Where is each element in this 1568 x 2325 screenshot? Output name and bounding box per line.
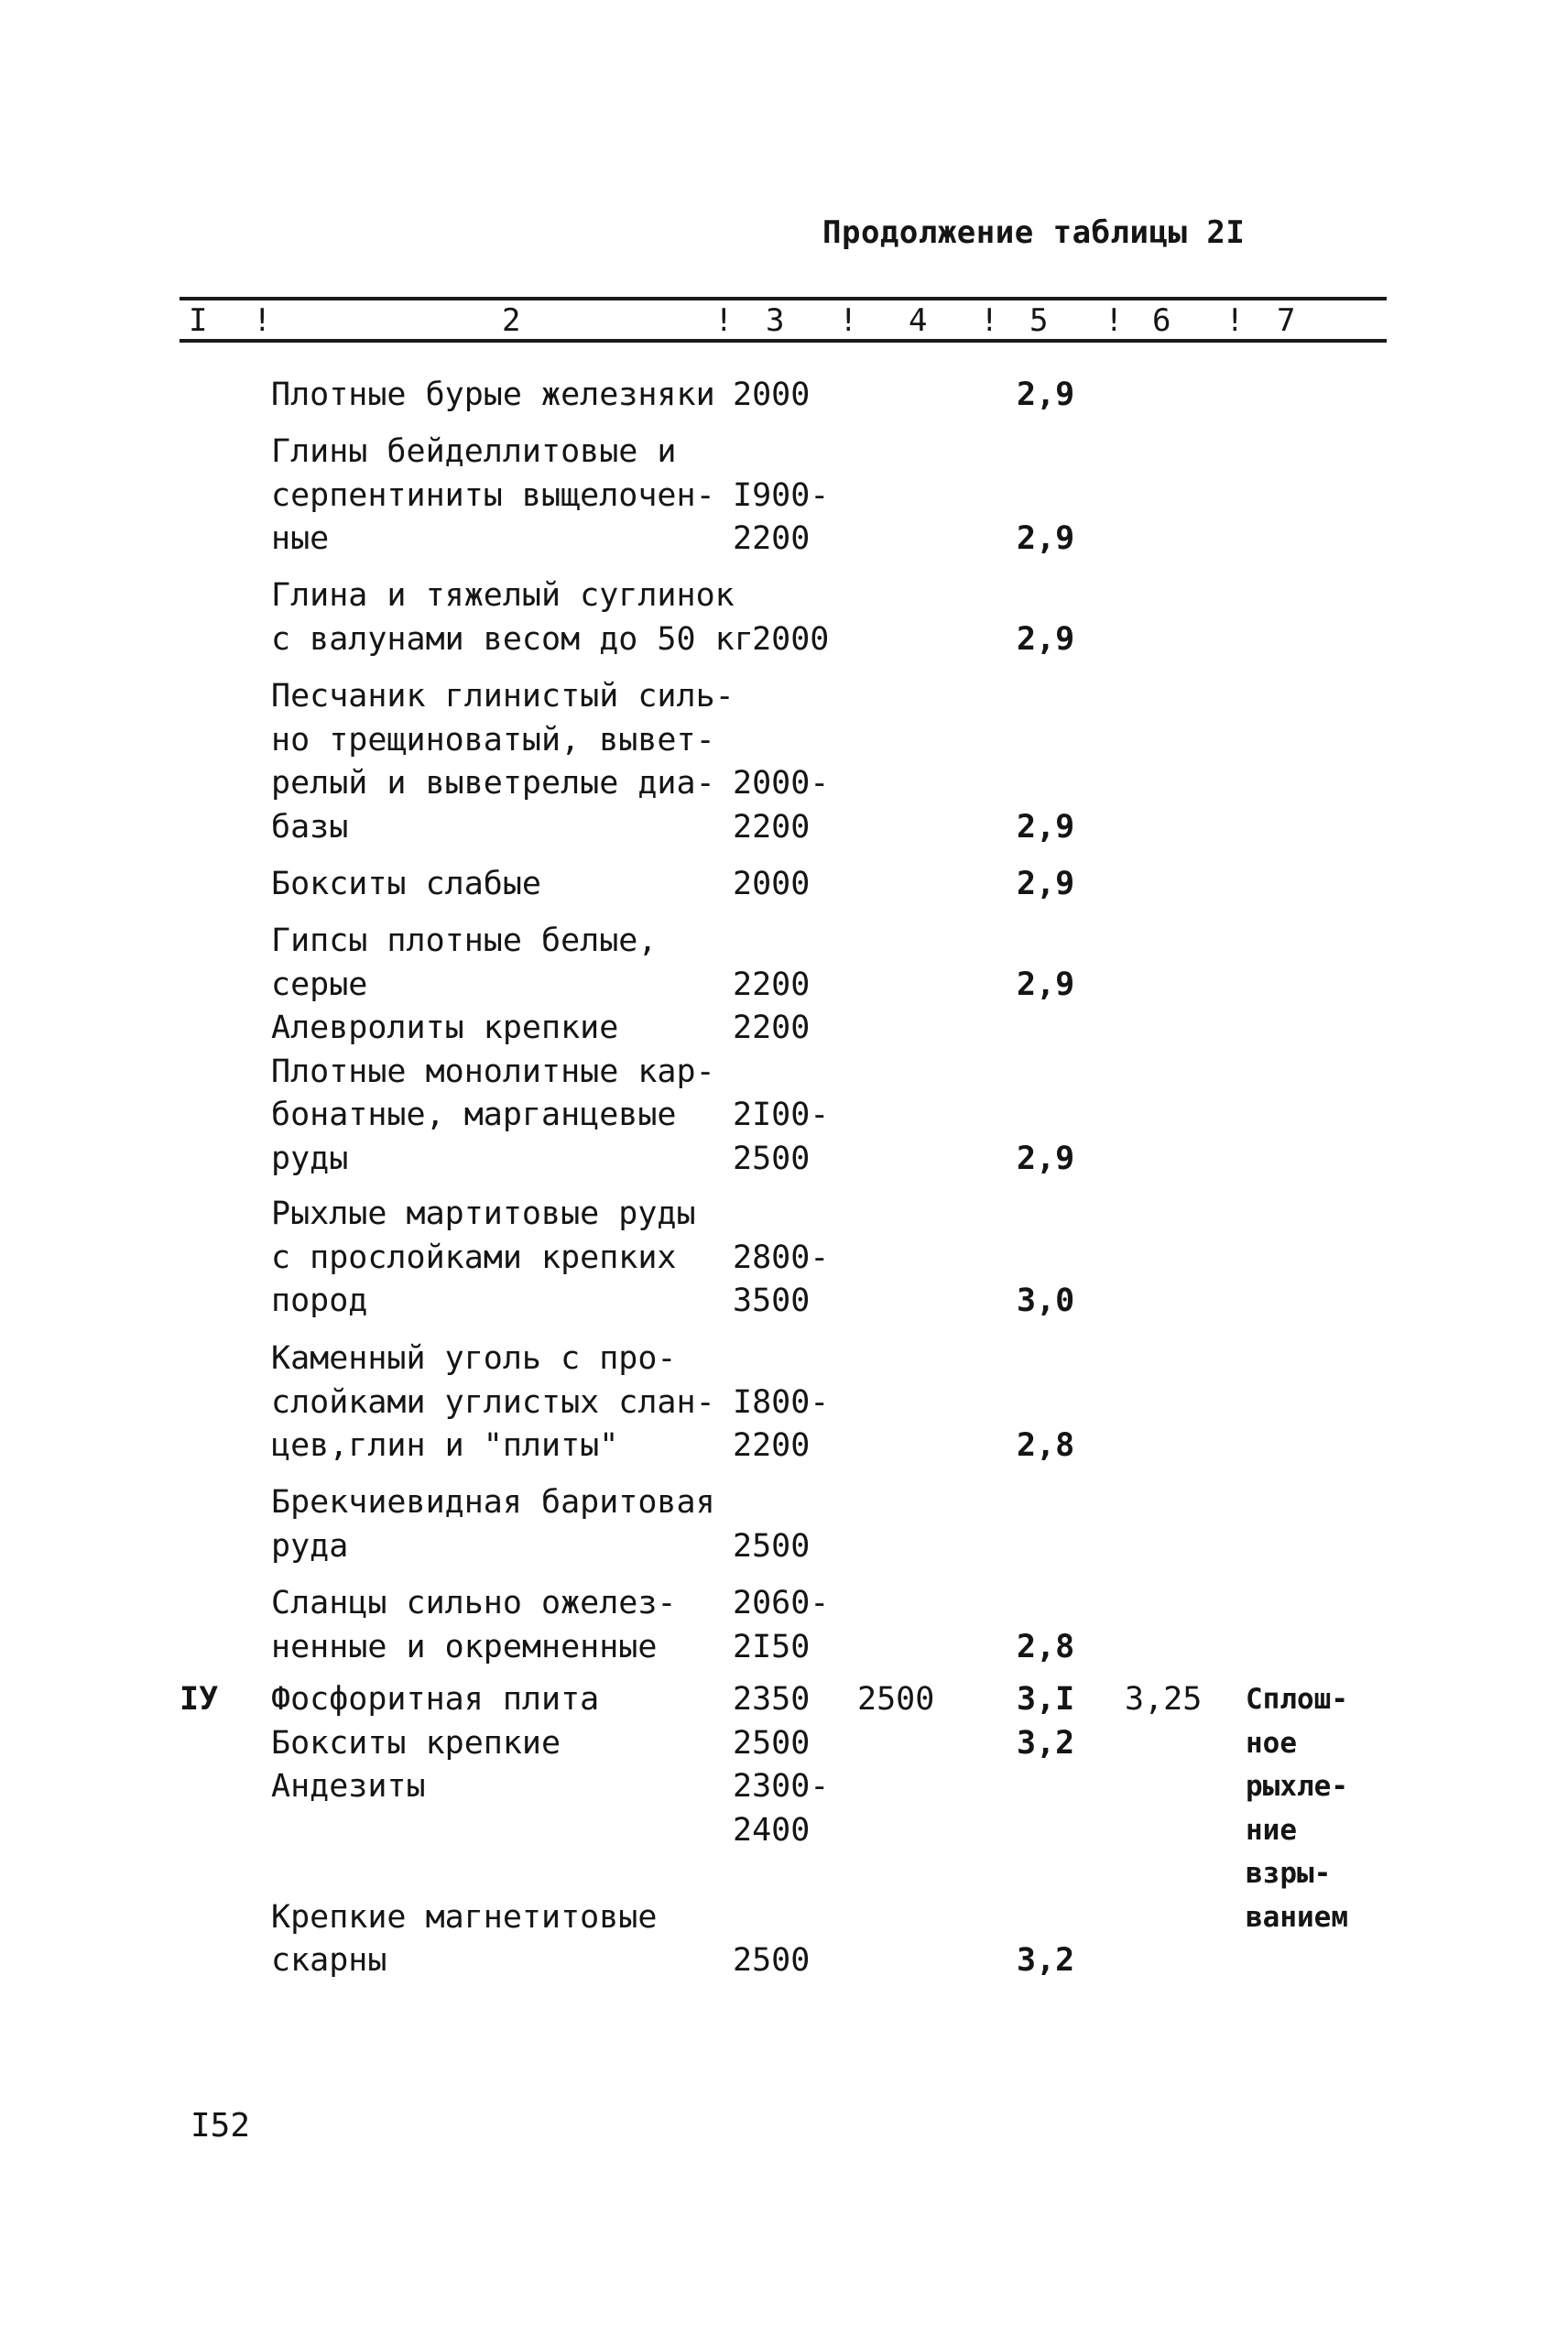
density-value: 2350 2500 2300- 2400 2500 (733, 1681, 830, 1979)
header-col-2: 2 (502, 302, 521, 339)
header-separator: ! (714, 302, 734, 339)
rock-name: Фосфоритная плита Бокситы крепкие Андезиты Крепкие магнетитовые скарны (271, 1681, 658, 1979)
rock-name: Плотные бурые железняки (271, 377, 715, 413)
density-average: 2500 (857, 1681, 935, 1718)
header-separator: ! (839, 302, 858, 339)
coefficient-value: 3,I 3,2 3,2 (1017, 1681, 1075, 1979)
rock-name: Гипсы плотные белые, серые Алевролиты крепкие Плотные монолитные кар- бонатные, марганцевые руды (271, 922, 715, 1177)
rock-name: Глина и тяжелый суглинок с валунами весом до 50 кг (271, 577, 754, 658)
density-value: 2000 (733, 377, 811, 413)
category-label: IУ (180, 1681, 219, 1718)
coefficient-value: 2,8 (1017, 1427, 1075, 1464)
density-value: 2000- 2200 (733, 765, 830, 846)
table-header-rule (180, 339, 1387, 343)
header-separator: ! (980, 302, 999, 339)
density-value: I900- 2200 (733, 476, 830, 557)
rock-name: Бокситы слабые (271, 866, 542, 902)
table-top-rule (180, 297, 1387, 300)
rock-name: Песчаник глинистый силь- но трещиноватый, вывет- релый и выветрелые диа- базы (271, 678, 735, 846)
density-value: 2060- 2I50 (733, 1585, 830, 1665)
coefficient-value: 2,9 (1017, 808, 1075, 846)
coefficient-value: 2,9 (1017, 866, 1075, 902)
coefficient-value: 3,0 (1017, 1283, 1075, 1319)
header-separator: ! (1105, 302, 1124, 339)
header-separator: ! (1225, 302, 1245, 339)
coefficient-value: 2,9 (1017, 520, 1075, 557)
rock-name: Глины бейделлитовые и серпентиниты выщелочен- ные (271, 433, 715, 557)
density-value: 2500 (733, 1527, 811, 1565)
rock-name: Рыхлые мартитовые руды с прослойками крепких пород (271, 1195, 696, 1319)
rock-name: Каменный уголь с про- слойками углистых слан- цев,глин и "плиты" (271, 1340, 715, 1464)
rock-name: Сланцы сильно ожелез- ненные и окремненные (271, 1585, 677, 1665)
density-value: 2000 (733, 866, 811, 902)
excavation-method-note: Сплош- ное рыхле- ние взры- ванием (1246, 1683, 1348, 1934)
coefficient-value: 2,9 (1017, 620, 1075, 658)
coefficient-value: 2,8 (1017, 1628, 1075, 1665)
coefficient-average: 3,25 (1125, 1681, 1203, 1718)
header-col-5: 5 (1029, 302, 1049, 339)
table-caption: Продолжение таблицы 2I (822, 214, 1246, 251)
coefficient-value: 2,9 (1017, 377, 1075, 413)
density-value: 2200 2200 2I00- 2500 (733, 966, 830, 1177)
page-number: I52 (191, 2107, 251, 2145)
header-col-6: 6 (1152, 302, 1171, 339)
header-col-3: 3 (766, 302, 785, 339)
header-col-4: 4 (909, 302, 928, 339)
density-value: I800- 2200 (733, 1383, 830, 1464)
header-col-7: 7 (1277, 302, 1296, 339)
header-separator: ! (253, 302, 272, 339)
header-col-1: I (189, 302, 208, 339)
rock-name: Брекчиевидная баритовая руда (271, 1484, 715, 1565)
density-value: 2800- 3500 (733, 1239, 830, 1319)
coefficient-value: 2,9 2,9 (1017, 966, 1075, 1177)
density-value: 2000 (752, 620, 830, 658)
